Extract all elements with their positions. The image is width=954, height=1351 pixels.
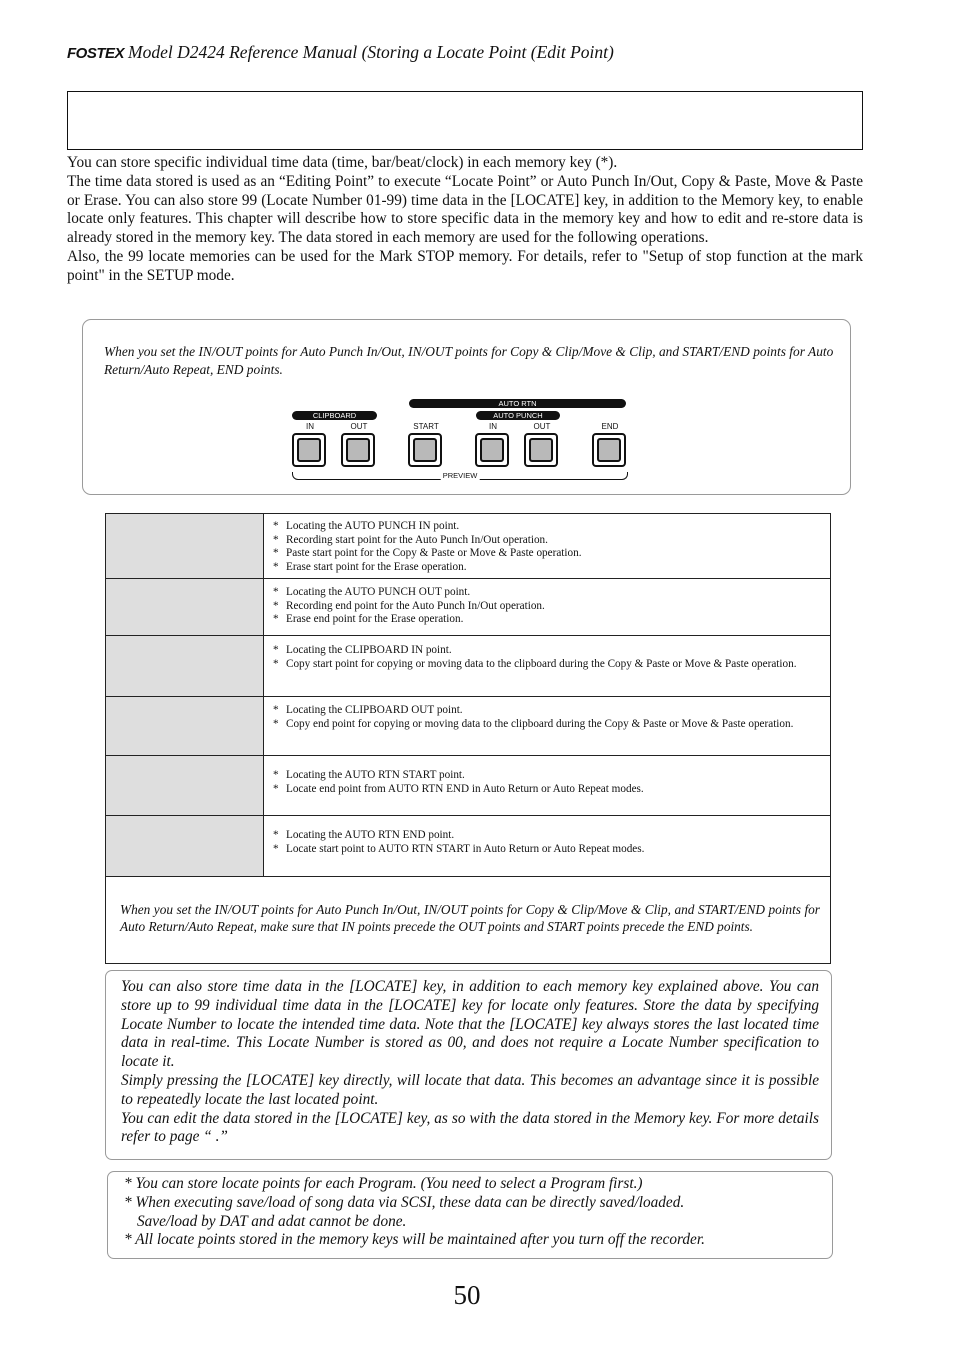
list-item: * Locating the AUTO RTN END point. <box>273 829 822 843</box>
panel-note: When you set the IN/OUT points for Auto Punch In/Out, IN/OUT points for Copy & Clip/Move & Clip, and START/END points for Auto Return/Auto Repeat, END points. <box>104 344 834 377</box>
page-number: 50 <box>453 1280 481 1310</box>
intro-paragraph: You can store specific individual time data (time, bar/beat/clock) in each memory key (*). <box>67 154 618 171</box>
preview-label: PREVIEW <box>442 471 478 480</box>
key-label-punch-in: IN <box>489 422 497 431</box>
note-line: * All locate points stored in the memory keys will be maintained after you turn off the recorder. <box>124 1231 705 1249</box>
key-label-end: END <box>601 422 619 431</box>
locate-paragraph: You can edit the data stored in the [LOCATE] key, as so with the data stored in the Memory key. For more details refer to page “ .” <box>121 1109 819 1146</box>
locate-key-text <box>121 978 819 1147</box>
table-row <box>106 816 830 877</box>
clipboard-in-key[interactable] <box>292 433 326 467</box>
note-line: * You can store locate points for each Program. (You need to select a Program first.) <box>124 1175 643 1192</box>
description-cell <box>273 520 822 574</box>
list-item: * Locating the CLIPBOARD IN point. <box>273 644 822 658</box>
clipboard-out-key[interactable] <box>341 433 375 467</box>
header-title: Model D2424 Reference Manual (Storing a Locate Point (Edit Point) <box>128 42 614 62</box>
auto-rtn-end-key[interactable] <box>592 433 626 467</box>
key-cell <box>106 514 264 578</box>
auto-rtn-label: AUTO RTN <box>409 399 626 408</box>
key-cell <box>106 697 264 755</box>
list-item: * Locating the AUTO PUNCH IN point. <box>273 520 822 534</box>
list-item: * Locating the AUTO PUNCH OUT point. <box>273 586 822 600</box>
description-cell <box>273 704 822 731</box>
table-row <box>106 756 830 816</box>
locate-paragraph: Simply pressing the [LOCATE] key directly, will locate that data. This becomes an advantage since it is possible to repeatedly locate the last located point. <box>121 1071 819 1108</box>
list-item: * Erase start point for the Erase operation. <box>273 561 822 575</box>
list-item: * Recording start point for the Auto Punch In/Out operation. <box>273 534 822 548</box>
description-cell <box>273 829 822 856</box>
description-cell <box>273 644 822 671</box>
table-row <box>106 636 830 697</box>
note-line: * When executing save/load of song data via SCSI, these data can be directly saved/loaded. <box>124 1193 685 1211</box>
intro-paragraph: The time data stored is used as an “Editing Point” to execute “Locate Point” or Auto Punch In/Out, Copy & Paste, Move & Paste or Erase. You can also store 99 (Locate Number 01-99) time data in the [LOCATE] key, in addition to the Memory key, to enable locate only features. This chapter will describe how to store specific data in the memory key and how to edit and re-store data is already stored in the memory key. The data stored in each memory are used for the following operations. <box>67 172 863 247</box>
memory-key-table <box>105 513 831 964</box>
section-title-box <box>67 91 863 150</box>
locate-paragraph: You can also store time data in the [LOCATE] key, in addition to each memory key explained above. You can store up to 99 individual time data in the [LOCATE] key for locate only features. Store the data by specifying Locate Number to locate the intended time data. Note that the [LOCATE] key always stores the last located time data in real-time. This Locate Number is stored as 00, and does not require a Locate Number specification to locate it. <box>121 978 819 1071</box>
list-item: * Copy end point for copying or moving data to the clipboard during the Copy & Paste or Move & Paste operation. <box>273 718 822 732</box>
key-label-start: START <box>413 422 439 431</box>
list-item: * Erase end point for the Erase operation. <box>273 613 822 627</box>
auto-rtn-start-key[interactable] <box>408 433 442 467</box>
intro-paragraph: Also, the 99 locate memories can be used for the Mark STOP memory. For details, refer to "Setup of stop function at the mark point" in the SETUP mode. <box>67 247 863 284</box>
list-item: * Locating the AUTO RTN START point. <box>273 769 822 783</box>
list-item: * Locating the CLIPBOARD OUT point. <box>273 704 822 718</box>
table-row <box>106 514 830 579</box>
key-label-clipboard-out: OUT <box>350 422 368 431</box>
page-header <box>67 42 614 63</box>
key-label-clipboard-in: IN <box>306 422 314 431</box>
auto-punch-label: AUTO PUNCH <box>476 411 560 420</box>
note-line: Save/load by DAT and adat cannot be done. <box>137 1212 407 1230</box>
list-item: * Locate start point to AUTO RTN START in Auto Return or Auto Repeat modes. <box>273 843 822 857</box>
table-row <box>106 579 830 636</box>
key-cell <box>106 816 264 876</box>
list-item: * Paste start point for the Copy & Paste or Move & Paste operation. <box>273 547 822 561</box>
description-cell <box>273 586 822 627</box>
notes-text <box>124 1175 828 1250</box>
list-item: * Copy start point for copying or moving data to the clipboard during the Copy & Paste or Move & Paste operation. <box>273 658 822 672</box>
table-note: When you set the IN/OUT points for Auto Punch In/Out, IN/OUT points for Copy & Clip/Move & Clip, and START/END points for Auto Return/Auto Repeat, make sure that IN points precede the OUT points and START points precede the END points. <box>120 902 820 934</box>
description-cell <box>273 769 822 796</box>
list-item: * Locate end point from AUTO RTN END in Auto Return or Auto Repeat modes. <box>273 783 822 797</box>
clipboard-label: CLIPBOARD <box>292 411 377 420</box>
fostex-logo: FOSTEX <box>67 45 125 62</box>
preview-bracket <box>292 472 628 480</box>
auto-punch-in-key[interactable] <box>475 433 509 467</box>
key-cell <box>106 756 264 815</box>
intro-text <box>67 154 863 286</box>
list-item: * Recording end point for the Auto Punch In/Out operation. <box>273 600 822 614</box>
table-row <box>106 697 830 756</box>
key-cell <box>106 579 264 635</box>
auto-punch-out-key[interactable] <box>524 433 558 467</box>
key-label-punch-out: OUT <box>533 422 551 431</box>
key-cell <box>106 636 264 696</box>
